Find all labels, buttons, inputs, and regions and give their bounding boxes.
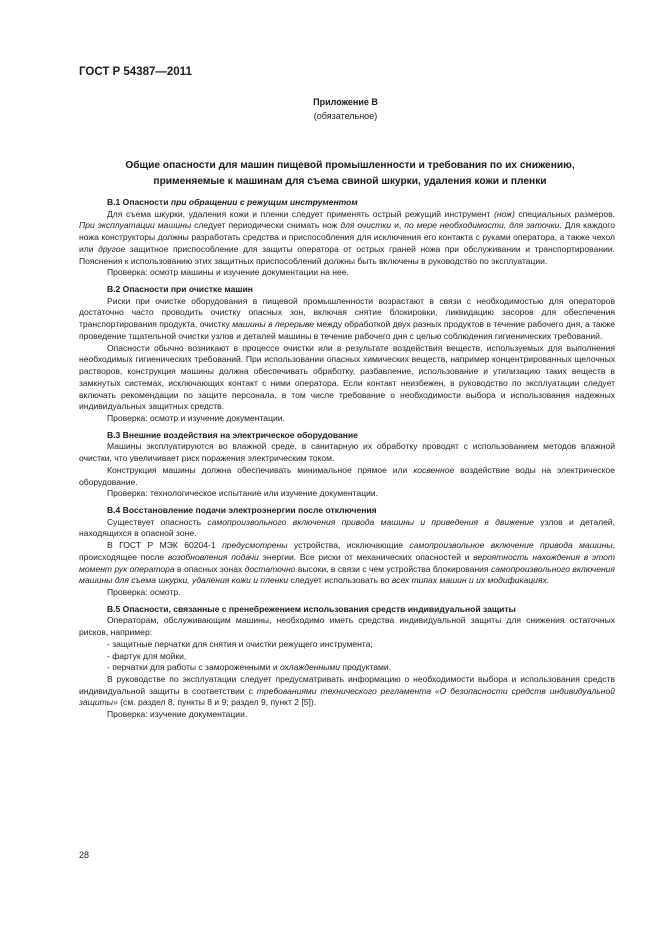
text-run: В.1 Опасности — [107, 197, 171, 207]
paragraph — [79, 709, 615, 721]
text-run: В руководстве по эксплуатации следует предусматривать информацию о необходимости выбора и использования средств индивидуальной защиты в соответствии с — [79, 674, 615, 696]
heading-line-1: Общие опасности для машин пищевой промышленности и требования по их снижению, — [125, 160, 575, 171]
text-run: энергии. Все риски от механических опасностей и — [258, 551, 474, 562]
section-heading — [79, 505, 615, 517]
text-run: В.2 Опасности при очистке машин — [107, 284, 253, 295]
italic-text: требованиями технического регламента «О безопасности средств индивидуальной защиты» — [79, 685, 615, 708]
appendix-body — [79, 197, 615, 721]
italic-text: другое — [98, 243, 126, 254]
appendix-label — [0, 95, 661, 123]
page-number: 28 — [79, 850, 90, 860]
italic-text: по мере необходимости, для заточки — [404, 220, 560, 231]
document-header: ГОСТ Р 54387—2011 — [79, 66, 192, 78]
text-run: В.3 Внешние воздействия на электрическое оборудование — [107, 429, 358, 440]
text-run: Для съема шкурки, удаления кожи и пленки следует применять острый режущий инструмент — [107, 208, 494, 219]
text-run: (см. раздел 8, пункты 8 и 9; раздел 9, пункт 2 [5]). — [117, 697, 317, 708]
paragraph — [79, 413, 615, 425]
text-run: фартук для мойки, — [112, 650, 187, 661]
italic-text: При эксплуатации машины — [79, 220, 192, 231]
italic-text: самопроизвольное включение привода машины — [409, 540, 613, 551]
text-run: В ГОСТ Р МЭК 60204-1 — [107, 540, 223, 551]
text-run: и, — [391, 220, 405, 231]
text-run: В.4 Восстановление подачи электроэнергии после отключения — [107, 504, 377, 515]
text-run: высоки, в связи с чем устройства блокирования — [295, 563, 491, 574]
paragraph — [79, 209, 615, 268]
text-run: , происходящее после — [79, 540, 615, 562]
italic-text: косвенное — [413, 464, 455, 475]
list-item — [79, 639, 615, 651]
text-run: . — [546, 575, 550, 586]
text-run: следует использовать во — [288, 575, 392, 586]
italic-text: (нож) — [493, 208, 515, 219]
text-run: специальных размеров. — [514, 208, 615, 219]
text-run: Конструкция машины должна обеспечивать минимальное прямое или — [107, 464, 414, 475]
text-run: . Для каждого ножа конструкторы должны разработать средства и приспособления для исключения его контакта с руками оператора, а также чехол или — [79, 220, 615, 254]
text-run: Проверка: осмотр машины и изучение документации на нее. — [107, 267, 349, 278]
paragraph — [79, 343, 615, 413]
appendix-heading — [80, 158, 620, 189]
text-run: узлов и деталей, находящихся в опасной зоне. — [79, 516, 615, 539]
list-item — [79, 651, 615, 663]
text-run: устройства, исключающие — [287, 540, 410, 551]
italic-text: машины в перерыве — [232, 319, 315, 330]
italic-text: охлажденными — [279, 662, 341, 673]
text-run: следует периодически снимать нож — [191, 220, 341, 231]
text-run: Проверка: осмотр и изучение документации. — [107, 412, 285, 423]
text-run: между обработкой двух разных продуктов в течение рабочего дня, а также проведение тщательной очистки узлов и деталей машины в течение рабочего дня с целью соблюдения гигиенических требований. — [79, 319, 615, 341]
italic-text: предусмотрены — [222, 540, 288, 551]
text-run: в опасных зонах — [174, 563, 245, 574]
text-run: Проверка: технологическое испытание или изучение документации. — [107, 488, 379, 499]
italic-text: для очистки — [340, 220, 392, 231]
text-run: воздействие воды на электрическое оборудование. — [79, 464, 616, 487]
italic-text: достаточно — [244, 563, 296, 574]
paragraph — [79, 615, 615, 638]
appendix-status: (обязательное) — [313, 111, 378, 121]
paragraph — [79, 540, 615, 587]
text-run: Опасности обычно возникают в процессе очистки или в результате воздействия веществ, используемых для выполнения необходимых гигиенических требований. При использовании опасных химических веществ, например концентрированных щелочных растворов, конструкция машины должна обеспечивать обработку, разбавление, использование и утилизацию таких веществ в замкнутых системах, исключающих контакт с ними оператора. Если контакт неизбежен, в руководство по эксплуатации следует включать рекомендации по защите персонала, в том числе требование о необходимости выбора и использования надежных индивидуальных защитных средств. — [79, 342, 615, 412]
text-run: защитное приспособление для защиты оператора от острых граней ножа при обслуживании и транспортировании. Пояснения к использованию этих защитных приспособлений должны быть включены в руководство по эксплуатации. — [79, 243, 615, 266]
italic-text: при обращении с режущим инструментом — [170, 197, 358, 207]
paragraph — [79, 267, 615, 279]
section-heading — [79, 284, 615, 296]
italic-text: всех типах машин и их модификациях — [391, 575, 547, 586]
italic-text: вероятность нахождения в этот момент рук оператора — [79, 551, 616, 574]
text-run: Проверка: изучение документации. — [107, 709, 248, 720]
italic-text: возобновления подачи — [167, 551, 259, 562]
section-heading — [79, 430, 615, 442]
heading-line-2: применяемые к машинам для съема свиной шкурки, удаления кожи и пленки — [153, 175, 547, 187]
appendix-title: Приложение В — [313, 97, 378, 107]
paragraph — [79, 488, 615, 500]
list-item — [79, 662, 615, 674]
paragraph — [79, 674, 615, 709]
italic-text: самопроизвольного включения привода машины и приведения в движение — [207, 516, 534, 527]
text-run: Риски при очистке оборудования в пищевой промышленности возрастают в связи с необходимостью для операторов достаточно часто проводить очистку опасных зон, включая снятие блокировки, ликвидацию засоров для обеспечения транспортирования продукта, очистку — [79, 295, 615, 330]
text-run: защитные перчатки для снятия и очистки режущего инструмента; — [112, 638, 373, 649]
text-run: Существует опасность — [107, 516, 208, 527]
paragraph — [79, 441, 615, 464]
text-run: Машины эксплуатируются во влажной среде, в санитарную их обработку проводят с использованием методов влажной очистки, что увеличивает риск поражения электрическим током. — [79, 441, 615, 464]
text-run: перчатки для работы с замороженными и — [112, 662, 280, 673]
section-heading — [79, 197, 615, 209]
paragraph — [79, 296, 615, 343]
text-run: продуктами. — [340, 662, 392, 673]
paragraph — [79, 517, 615, 540]
section-heading — [79, 604, 615, 616]
italic-text: самопроизвольного включения машины для съема шкурки, удаления кожи и пленки — [79, 563, 615, 586]
paragraph — [79, 587, 615, 599]
text-run: Проверка: осмотр. — [107, 587, 181, 597]
text-run: Операторам, обслуживающим машины, необходимо иметь средства индивидуальной защиты для снижения остаточных рисков, например: — [79, 615, 615, 638]
paragraph — [79, 465, 615, 488]
text-run: В.5 Опасности, связанные с пренебрежением использования средств индивидуальной защиты — [107, 603, 516, 614]
